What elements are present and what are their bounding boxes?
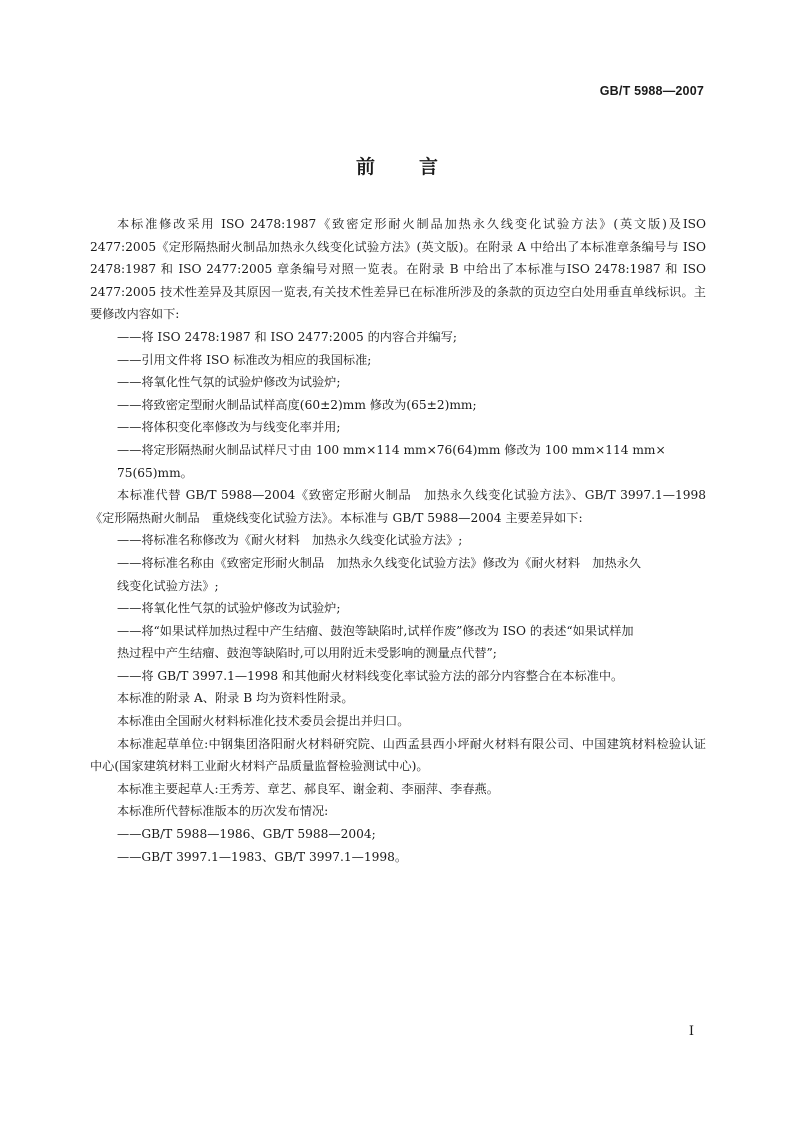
list-item: ——将 ISO 2478:1987 和 ISO 2477:2005 的内容合并编写; <box>117 329 458 344</box>
paragraph-drafters: 本标准主要起草人:王秀芳、章艺、郝良军、谢金莉、李丽萍、李春燕。 <box>117 781 499 796</box>
page-title <box>0 152 794 179</box>
list-item: ——将 GB/T 3997.1—1998 和其他耐火材料线变化率试验方法的部分内容整合在本标准中。 <box>117 668 624 683</box>
paragraph-replaces: 本标准代替 GB/T 5988—2004《致密定形耐火制品 加热永久线变化试验方法》、GB/T 3997.1—1998《定形隔热耐火制品 重烧线变化试验方法》。本标准与 GB/T 5988—2004 主要差异如下: <box>90 488 706 525</box>
page-number: I <box>688 1024 694 1039</box>
list-item: ——将“如果试样加热过程中产生结瘤、鼓泡等缺陷时,试样作废”修改为 ISO 的表述“如果试样加 <box>117 623 634 638</box>
list-item-continuation: 热过程中产生结瘤、鼓泡等缺陷时,可以用附近未受影响的测量点代替”; <box>117 646 497 661</box>
paragraph-history: 本标准所代替标准版本的历次发布情况: <box>117 804 329 819</box>
paragraph-annex: 本标准的附录 A、附录 B 均为资料性附录。 <box>117 691 354 706</box>
list-item: ——将氧化性气氛的试验炉修改为试验炉; <box>117 601 341 616</box>
list-item: ——GB/T 5988—1986、GB/T 5988—2004; <box>117 827 376 842</box>
list-item: ——将标准名称由《致密定形耐火制品 加热永久线变化试验方法》修改为《耐火材料 加热永久 <box>117 555 642 570</box>
list-item: ——将定形隔热耐火制品试样尺寸由 100 mm×114 mm×76(64)mm 修改为 100 mm×114 mm× <box>117 442 666 457</box>
list-item-continuation: 75(65)mm。 <box>117 465 193 480</box>
list-item: ——将氧化性气氛的试验炉修改为试验炉; <box>117 375 341 390</box>
standard-code: GB/T 5988—2007 <box>599 84 704 98</box>
list-item: ——引用文件将 ISO 标准改为相应的我国标准; <box>117 352 372 367</box>
list-item: ——将体积变化率修改为与线变化率并用; <box>117 420 341 435</box>
title-char-2: 言 <box>419 156 439 178</box>
list-item-continuation: 线变化试验方法》; <box>117 578 219 593</box>
paragraph-proposer: 本标准由全国耐火材料标准化技术委员会提出并归口。 <box>117 714 410 729</box>
paragraph-drafting-units: 本标准起草单位:中钢集团洛阳耐火材料研究院、山西孟县西小坪耐火材料有限公司、中国建筑材料检验认证中心(国家建筑材料工业耐火材料产品质量监督检验测试中心)。 <box>90 736 706 774</box>
list-item: ——将标准名称修改为《耐火材料 加热永久线变化试验方法》; <box>117 533 463 548</box>
title-char-1: 前 <box>355 156 375 178</box>
foreword-body <box>90 213 706 868</box>
paragraph-intro: 本标准修改采用 ISO 2478:1987《致密定形耐火制品加热永久线变化试验方法》(英文版)及ISO 2477:2005《定形隔热耐火制品加热永久线变化试验方法》(英文版)。在附录 A 中给出了本标准章条编号与 ISO 2478:1987 和 ISO 2477:2005 章条编号对照一览表。在附录 B 中给出了本标准与ISO 2478:1987 和 ISO 2477:2005 技术性差异及其原因一览表,有关技术性差异已在标准所涉及的条款的页边空白处用垂直单线标识。主要修改内容如下: <box>90 217 706 322</box>
list-item: ——GB/T 3997.1—1983、GB/T 3997.1—1998。 <box>117 849 408 864</box>
list-item: ——将致密定型耐火制品试样高度(60±2)mm 修改为(65±2)mm; <box>117 397 477 412</box>
